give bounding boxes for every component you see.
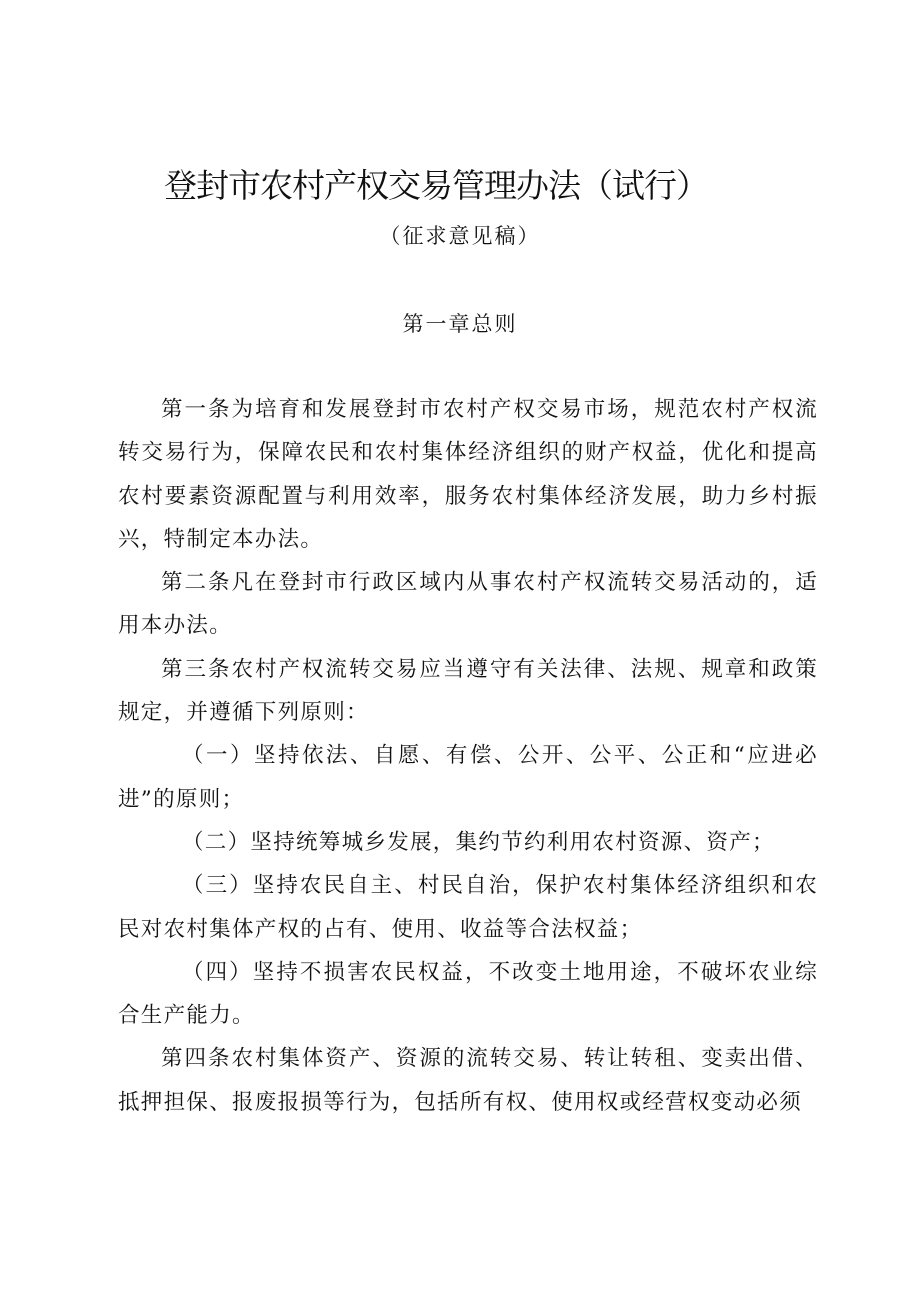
article-1-paragraph: 第一条为培育和发展登封市农村产权交易市场，规范农村产权流转交易行为，保障农民和农村集体经济组织的财产权益，优化和提高农村要素资源配置与利用效率，服务农村集体经济发展，助力乡村振兴，特制定本办法。: [118, 397, 818, 552]
article-3-paragraph: 第三条农村产权流转交易应当遵守有关法律、法规、规章和政策规定，并遵循下列原则：: [118, 656, 818, 726]
principle-3-item: （三）坚持农民自主、村民自治，保护农村集体经济组织和农民对农村集体产权的占有、使用、收益等合法权益；: [118, 873, 818, 942]
article-2-paragraph: 第二条凡在登封市行政区域内从事农村产权流转交易活动的，适用本办法。: [118, 570, 818, 639]
principle-2-item: （二）坚持统筹城乡发展，集约节约利用农村资源、资产；: [182, 829, 775, 855]
document-body: [118, 388, 818, 1124]
chapter-heading: 第一章总则: [402, 312, 518, 336]
article-4-paragraph: 第四条农村集体资产、资源的流转交易、转让转租、变卖出借、抵押担保、报废报损等行为，包括所有权、使用权或经营权变动必须: [118, 1046, 818, 1115]
principle-1-item: （一）坚持依法、自愿、有偿、公开、公平、公正和“应进必进”的原则；: [118, 743, 818, 812]
document-subtitle: （征求意见稿）: [379, 224, 541, 248]
document-title: 登封市农村产权交易管理办法（试行）: [164, 166, 708, 205]
principle-4-item: （四）坚持不损害农民权益，不改变土地用途，不破坏农业综合生产能力。: [118, 959, 818, 1029]
